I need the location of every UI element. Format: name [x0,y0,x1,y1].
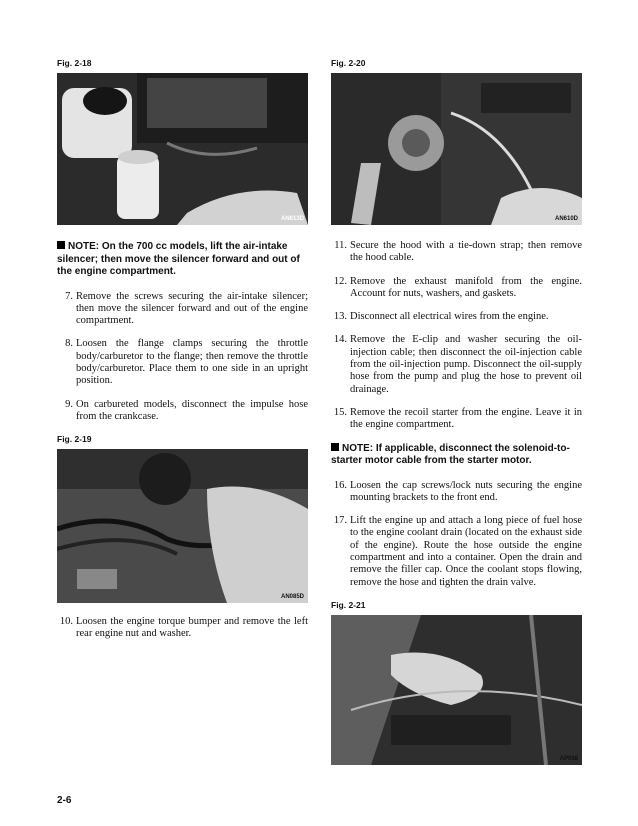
list-item: 7. Remove the screws securing the air-intake silencer; then move the silencer forward and out of the engine compartment. [65,290,308,327]
steps-list-left-b [57,616,308,641]
list-item: 8. Loosen the flange clamps securing the throttle body/carburetor to the flange; then remove the throttle body/carburetor. Place them to one side in an upright position. [65,338,308,387]
list-item: 13. Disconnect all electrical wires from the engine. [333,311,549,323]
note-text: NOTE: If applicable, disconnect the solenoid-to-starter motor cable from the starter motor. [331,442,570,467]
steps-list-right-a [331,240,582,432]
figure-2-21-id: AP058 [559,755,578,762]
list-item: 11. Secure the hood with a tie-down strap; then remove the hood cable. [334,240,582,264]
figure-2-20-id: AN610D [554,216,578,222]
figure-label-2-18: Fig. 2-18 [57,58,92,68]
figure-label-2-20: Fig. 2-20 [331,58,366,68]
list-item: 15. Remove the recoil starter from the engine. Leave it in the engine compartment. [333,406,582,431]
list-item: 12. Remove the exhaust manifold from the engine. Account for nuts, washers, and gaskets. [333,275,582,299]
figure-label-2-19: Fig. 2-19 [57,434,92,445]
steps-list-left-a [57,291,308,424]
right-column [331,58,582,765]
list-item: 10. Loosen the engine torque bumper and remove the left rear engine nut and washer. [59,616,308,640]
figure-2-19-photo [57,449,308,603]
note-text: NOTE: On the 700 cc models, lift the air-intake silencer; then move the silencer forward and out of the engine compartment. [57,241,300,277]
note-marker-icon [57,241,65,249]
figure-label-2-21: Fig. 2-21 [331,599,366,610]
steps-list-right-b [331,480,582,589]
figure-2-20-photo [331,73,582,225]
note-marker-icon [331,443,339,451]
note-air-intake [57,241,308,279]
figure-2-18-id: AN613D [280,216,304,222]
list-item: 14. Remove the E-clip and washer securing the oil-injection cable; then disconnect the oil-injection cable from the oil-injection pump. Disconnect the oil-supply hose from the pump and plug the hose to prevent oil drainage. [333,334,582,395]
figure-2-21-photo [331,615,582,765]
left-column [57,58,308,652]
figure-2-18-photo [57,73,308,225]
list-item: 9. On carbureted models, disconnect the impulse hose from the crankcase. [65,398,308,422]
figure-2-19-id: AN085D [280,594,304,601]
list-item: 16. Loosen the cap screws/lock nuts securing the engine mounting brackets to the front end. [333,479,582,503]
note-solenoid [331,443,582,468]
page-number: 2-6 [57,795,72,806]
list-item: 17. Lift the engine up and attach a long piece of fuel hose to the engine coolant drain (located on the exhaust side of the engine). Route the hose outside the engine compartment and into a container. Open the drain and remove the filler cap. Once the coolant stops flowing, remove the hose and tighten the drain valve. [333,515,582,588]
